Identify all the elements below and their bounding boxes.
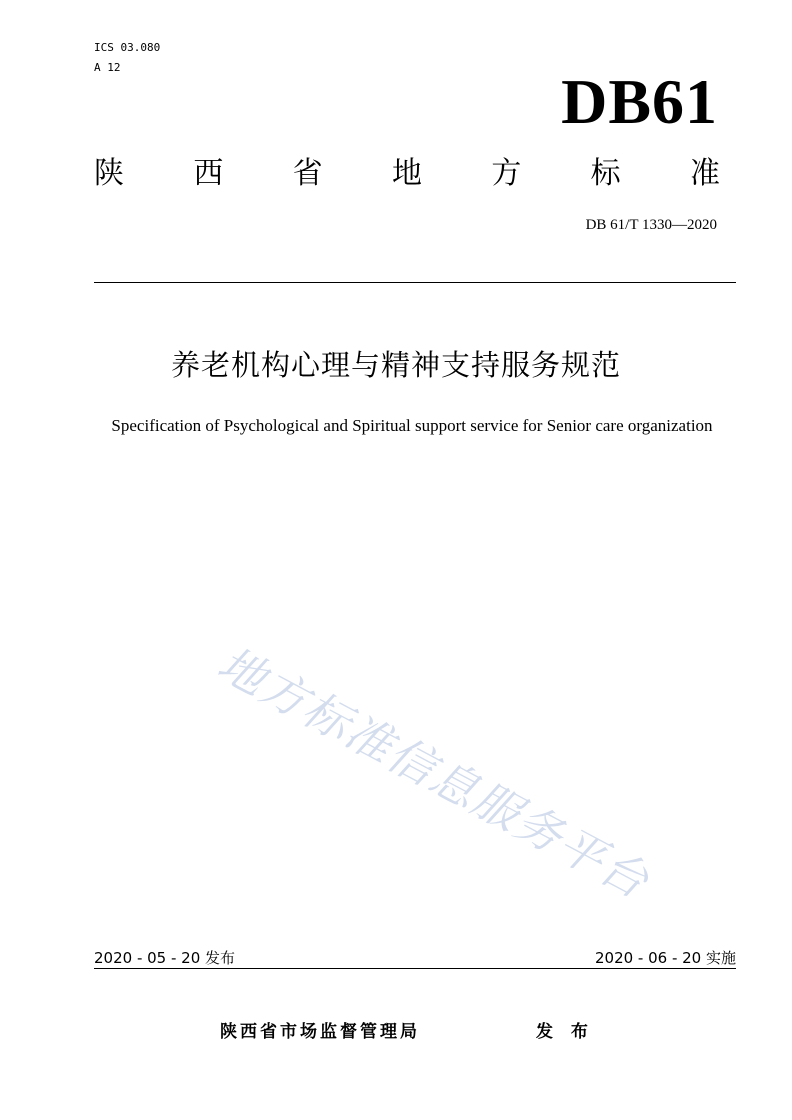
bottom-divider	[94, 968, 736, 969]
standard-type-char: 西	[193, 156, 224, 191]
standard-type-char: 省	[292, 156, 323, 191]
issuing-authority: 陕西省市场监督管理局	[220, 1022, 420, 1042]
standard-type-heading	[94, 152, 720, 196]
standard-type-char: 方	[491, 156, 522, 191]
standard-type-char: 地	[391, 156, 422, 191]
title-chinese: 养老机构心理与精神支持服务规范	[170, 348, 621, 382]
issued-label: 发 布	[536, 1022, 594, 1042]
ccs-code: A 12	[94, 61, 121, 74]
implementation-date: 2020 - 06 - 20 实施	[594, 949, 736, 967]
watermark: 地方标准信息服务平台	[209, 636, 659, 910]
top-divider	[94, 282, 736, 283]
standard-number: DB 61/T 1330—2020	[585, 217, 717, 233]
standard-logo-code: DB61	[561, 66, 718, 137]
issue-date: 2020 - 05 - 20 发布	[94, 949, 236, 967]
standard-type-char: 准	[689, 156, 720, 191]
ics-code: ICS 03.080	[94, 41, 161, 54]
standard-type-char: 标	[590, 156, 621, 191]
title-english: Specification of Psychological and Spiritual support service for Senior care organization	[111, 416, 713, 435]
standard-type-char: 陕	[94, 156, 124, 191]
